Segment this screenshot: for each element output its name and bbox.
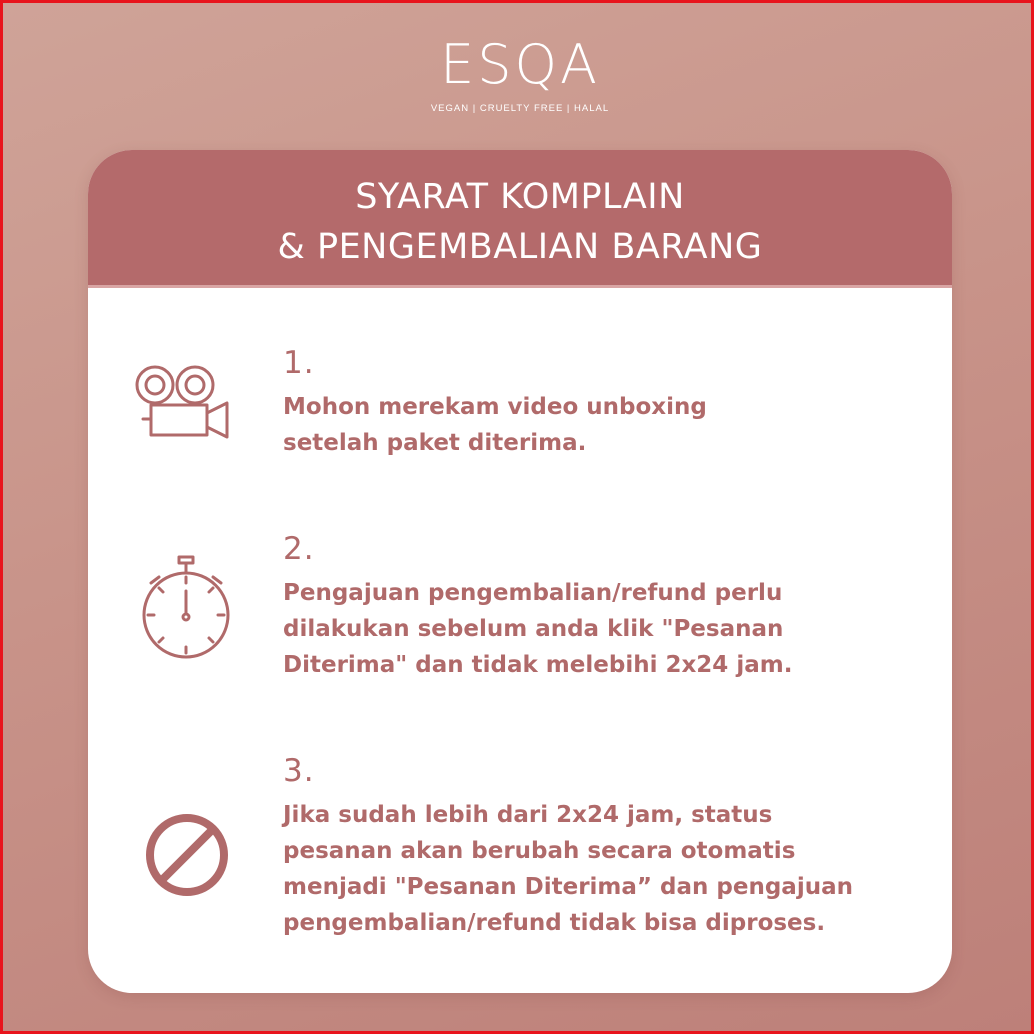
step-2-number: 2. bbox=[283, 531, 315, 567]
prohibited-icon bbox=[145, 813, 229, 897]
step-1-line-1: Mohon merekam video unboxing bbox=[283, 394, 707, 420]
title-line-1: SYARAT KOMPLAIN bbox=[355, 177, 685, 217]
step-3-line-3: menjadi "Pesanan Diterima” dan pengajuan bbox=[283, 874, 853, 900]
brand-logo: ESQA bbox=[440, 33, 600, 96]
step-2-text bbox=[283, 575, 792, 683]
step-1-number: 1. bbox=[283, 345, 315, 381]
step-1-line-2: setelah paket diterima. bbox=[283, 430, 587, 456]
step-2-line-2: dilakukan sebelum anda klik "Pesanan bbox=[283, 616, 784, 642]
step-3-line-4: pengembalian/refund tidak bisa diproses. bbox=[283, 910, 826, 936]
step-2-line-1: Pengajuan pengembalian/refund perlu bbox=[283, 580, 783, 606]
card-header bbox=[88, 150, 952, 288]
brand bbox=[3, 33, 1034, 114]
step-3-text bbox=[283, 797, 853, 941]
title-line-2: & PENGEMBALIAN BARANG bbox=[277, 227, 763, 267]
step-3-line-2: pesanan akan berubah secara otomatis bbox=[283, 838, 796, 864]
step-3-line-1: Jika sudah lebih dari 2x24 jam, status bbox=[283, 802, 773, 828]
step-1-text bbox=[283, 389, 707, 461]
step-2-line-3: Diterima" dan tidak melebihi 2x24 jam. bbox=[283, 652, 793, 678]
video-camera-icon bbox=[131, 361, 231, 441]
page-title bbox=[88, 172, 952, 272]
stopwatch-icon bbox=[139, 555, 233, 661]
brand-tagline: VEGAN | CRUELTY FREE | HALAL bbox=[430, 103, 610, 114]
step-3-number: 3. bbox=[283, 753, 315, 789]
